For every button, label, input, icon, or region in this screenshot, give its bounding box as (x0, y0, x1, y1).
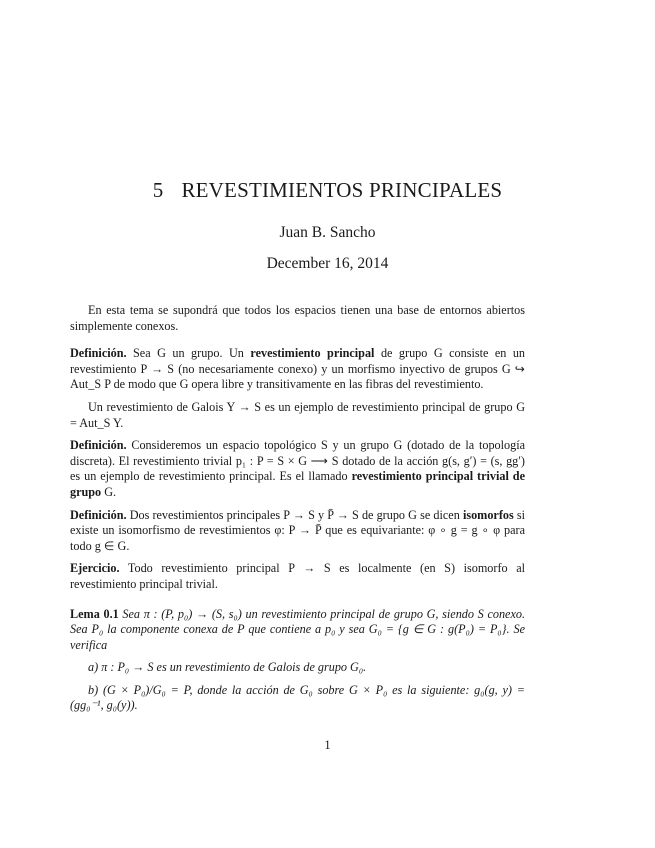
lemma-label: Lema 0.1 (70, 606, 119, 621)
definition-term: revestimiento principal (250, 346, 375, 361)
definition-isomorphic (70, 508, 525, 555)
definition-trivial-covering (70, 438, 525, 500)
lemma-statement (70, 607, 525, 654)
definition-label: Definición. (70, 438, 127, 453)
definition-term: revestimiento principal trivial de grupo (70, 469, 525, 499)
intro-paragraph: En esta tema se supondrá que todos los espacios tienen una base de entornos abiertos simplemente conexos. (70, 303, 525, 333)
definition-principal-covering (70, 346, 525, 393)
exercise-text: Todo revestimiento principal P → S es localmente (en S) isomorfo al revestimiento principal trivial. (70, 561, 525, 591)
lemma-item-b: b) (G × P₀)/G₀ = P, donde la acción de G₀ sobre G × P₀ es la siguiente: g₀(g, y) = (gg₀⁻¹, g₀(y)). (70, 682, 525, 713)
section-number: 5 (152, 178, 164, 202)
definition-term: isomorfos (462, 507, 514, 522)
galois-note-paragraph: Un revestimiento de Galois Y → S es un ejemplo de revestimiento principal de grupo G = Aut_S Y. (70, 399, 525, 430)
definition-text-post: si existe un isomorfismo de revestimientos φ: P → P̄ que es equivariante: φ ∘ g = g ∘ φ para todo g ∈ G. (70, 507, 525, 553)
definition-text-post: G. (104, 484, 117, 499)
lemma-item-a: a) π : P₀ → S es un revestimiento de Galois de grupo G₀. (88, 660, 367, 675)
definition-text-pre: Consideremos un espacio topológico S y un grupo G (dotado de la topología discreta). El revestimiento trivial p₁ : P = S × G ⟶ S dotado de la acción g(s, g′) = (s, gg′) es un ejemplo de revestimiento principal. Es el llamado (70, 438, 525, 484)
definition-label: Definición. (70, 507, 127, 522)
author: Juan B. Sancho (279, 224, 376, 241)
definition-text-post: de grupo G consiste en un revestimiento P → S (no necesariamente conexo) y un morfismo inyectivo de grupos G ↪ Aut_S P de modo que G opera libre y transitivamente en las fibras del revestimiento. (70, 346, 526, 392)
definition-text-pre: Dos revestimientos principales P → S y P̄ → S de grupo G se dicen (129, 507, 460, 522)
date: December 16, 2014 (266, 255, 389, 272)
page-number: 1 (324, 738, 331, 752)
exercise-paragraph (70, 561, 525, 592)
section-title (0, 178, 655, 203)
lemma-text: Sea π : (P, p₀) → (S, s₀) un revestimiento principal de grupo G, siendo S conexo. Sea P₀ la componente conexa de P que contiene a p₀ y sea G₀ = {g ∈ G : g(P₀) = P₀}. Se verifica (70, 606, 526, 652)
definition-text-pre: Sea G un grupo. Un (133, 346, 244, 361)
section-title-text: REVESTIMIENTOS PRINCIPALES (181, 178, 503, 202)
definition-label: Definición. (70, 346, 127, 361)
body-text (70, 303, 525, 721)
exercise-label: Ejercicio. (70, 561, 120, 576)
